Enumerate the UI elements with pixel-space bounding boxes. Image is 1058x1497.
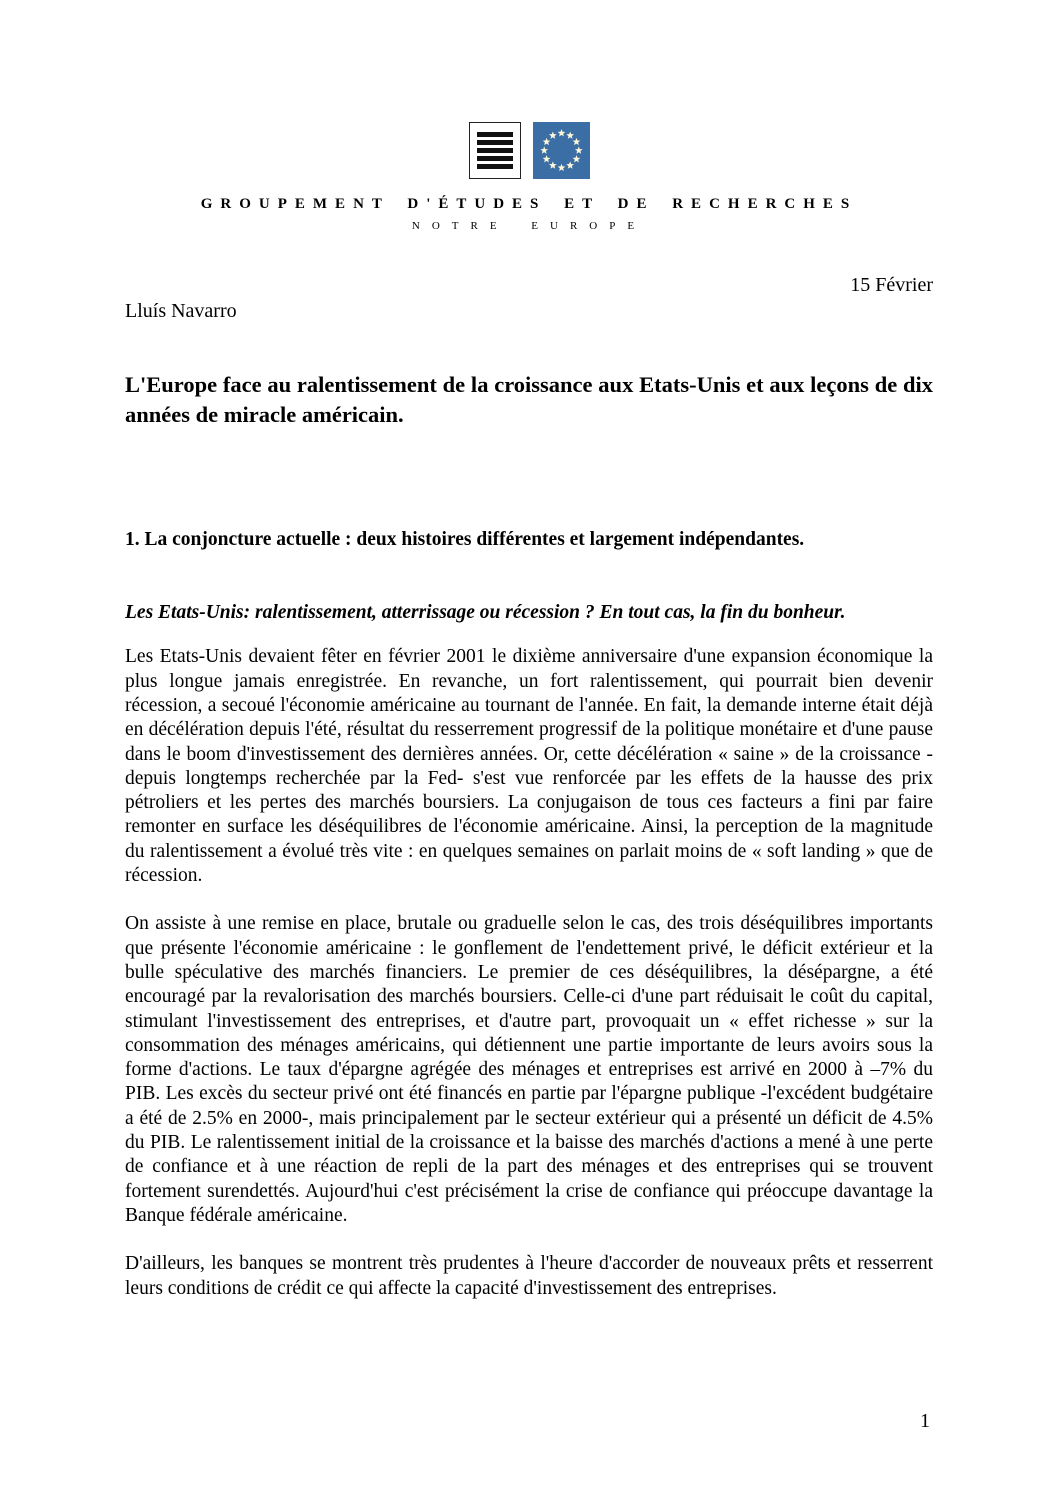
- body-paragraph-3: D'ailleurs, les banques se montrent très prudentes à l'heure d'accorder de nouveaux prêts et resserrent leurs conditions de crédit ce qui affecte la capacité d'investissement des entreprises.: [125, 1253, 933, 1299]
- document-date: 15 Février: [850, 274, 933, 296]
- section-heading: 1. La conjoncture actuelle : deux histoires différentes et largement indépendantes.: [125, 529, 805, 551]
- page-number: 1: [920, 1410, 930, 1432]
- org-logo: [125, 122, 933, 179]
- org-name: GROUPEMENT D'ÉTUDES ET DE RECHERCHES: [200, 196, 858, 212]
- body-paragraph-2: On assiste à une remise en place, brutale ou graduelle selon le cas, des trois déséquilibres importants que présente l'économie américaine : le gonflement de l'endettement privé, le déficit extérieur et la bulle spéculative des marchés financiers. Le premier de ces déséquilibres, la désépargne, a été encouragé par la revalorisation des marchés boursiers. Celle-ci d'une part réduisait le coût du capital, stimulant l'investissement des entreprises, et d'autre part, provoquait un « effet richesse » sur la consommation des ménages américains, qui détiennent une partie importante de leurs avoirs sous la forme d'actions. Le taux d'épargne agrégée des ménages et entreprises est arrivé en 2000 à –7% du PIB. Les excès du secteur privé ont été financés en partie par l'épargne publique -l'excédent budgétaire a été de 2.5% en 2000-, mais principalement par le secteur extérieur qui a présenté un déficit de 4.5% du PIB. Le ralentissement initial de la croissance et la baisse des marchés d'actions a mené à une perte de confiance et à une réaction de repli de la part des ménages et des entreprises qui se trouvent fortement surendettés. Aujourd'hui c'est précisément la crise de confiance qui préoccupe davantage la Banque fédérale américaine.: [125, 913, 933, 1226]
- document-author: Lluís Navarro: [125, 300, 237, 322]
- org-subtitle: NOTRE EUROPE: [411, 220, 647, 232]
- document-title: L'Europe face au ralentissement de la croissance aux Etats-Unis et aux leçons de dix années de miracle américain.: [125, 372, 933, 427]
- eu-stars-icon: [533, 122, 590, 179]
- subsection-heading: Les Etats-Unis: ralentissement, atterrissage ou récession ? En tout cas, la fin du bonheur.: [125, 602, 846, 624]
- document-header: [125, 0, 933, 232]
- body-paragraph-1: Les Etats-Unis devaient fêter en février 2001 le dixième anniversaire d'une expansion économique la plus longue jamais enregistrée. En revanche, un fort ralentissement, qui pourrait bien devenir récession, a secoué l'économie américaine au tournant de l'année. En fait, la demande interne était déjà en décélération depuis l'été, résultat du resserrement progressif de la politique monétaire et d'une pause dans le boom d'investissement des dernières années. Or, cette décélération « saine » de la croissance -depuis longtemps recherchée par la Fed- s'est vue renforcée par les effets de la hausse des prix pétroliers et les pertes des marchés boursiers. La conjugaison de tous ces facteurs a fini par faire remonter en surface les déséquilibres de l'économie américaine. Ainsi, la perception de la magnitude du ralentissement a évolué très vite : en quelques semaines on parlait moins de « soft landing » que de récession.: [125, 646, 933, 887]
- document-lines-icon: [469, 122, 521, 179]
